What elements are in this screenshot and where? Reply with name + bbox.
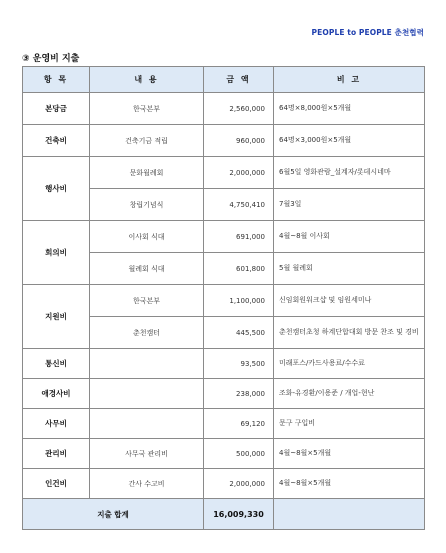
amount-cell: 93,500 bbox=[204, 349, 274, 379]
note-cell: 64명×3,000원×5개월 bbox=[274, 125, 425, 157]
expense-table bbox=[22, 66, 425, 530]
note-cell: 문구 구입비 bbox=[274, 409, 425, 439]
note-cell: 춘천캠터초청 하계단합대회 방문 찬조 및 경비 bbox=[274, 317, 425, 349]
amount-cell: 2,000,000 bbox=[204, 469, 274, 499]
note-cell: 미래포스/카드사용료/수수료 bbox=[274, 349, 425, 379]
amount-cell: 445,500 bbox=[204, 317, 274, 349]
table-row bbox=[23, 439, 425, 469]
table-row bbox=[23, 349, 425, 379]
category-cell: 본당금 bbox=[23, 93, 90, 125]
table-row bbox=[23, 221, 425, 253]
content-cell: 한국본부 bbox=[90, 285, 204, 317]
amount-cell: 1,100,000 bbox=[204, 285, 274, 317]
section-title: ③ 운영비 지출 bbox=[22, 54, 80, 64]
column-header-note: 비 고 bbox=[274, 67, 425, 93]
amount-cell: 4,750,410 bbox=[204, 189, 274, 221]
document-header: PEOPLE to PEOPLE 춘천협력 bbox=[311, 28, 424, 37]
amount-cell: 2,000,000 bbox=[204, 157, 274, 189]
content-cell: 춘천캠터 bbox=[90, 317, 204, 349]
amount-cell: 691,000 bbox=[204, 221, 274, 253]
amount-cell: 69,120 bbox=[204, 409, 274, 439]
content-cell: 월례회 식대 bbox=[90, 253, 204, 285]
note-cell: 신임회원워크샵 및 임원세미나 bbox=[274, 285, 425, 317]
note-cell: 4월~8월 이사회 bbox=[274, 221, 425, 253]
total-amount: 16,009,330 bbox=[204, 499, 274, 530]
table-row bbox=[23, 469, 425, 499]
note-cell: 5월 월례회 bbox=[274, 253, 425, 285]
table-row bbox=[23, 157, 425, 189]
content-cell: 사무국 관리비 bbox=[90, 439, 204, 469]
content-cell bbox=[90, 379, 204, 409]
amount-cell: 601,800 bbox=[204, 253, 274, 285]
content-cell: 이사회 식대 bbox=[90, 221, 204, 253]
content-cell: 문화월례회 bbox=[90, 157, 204, 189]
category-cell: 건축비 bbox=[23, 125, 90, 157]
amount-cell: 2,560,000 bbox=[204, 93, 274, 125]
table-header-row bbox=[23, 67, 425, 93]
table-row bbox=[23, 125, 425, 157]
table-row bbox=[23, 285, 425, 317]
note-cell: 7월3일 bbox=[274, 189, 425, 221]
amount-cell: 238,000 bbox=[204, 379, 274, 409]
category-cell: 회의비 bbox=[23, 221, 90, 285]
content-cell: 간사 수고비 bbox=[90, 469, 204, 499]
content-cell: 건축기금 적립 bbox=[90, 125, 204, 157]
content-cell bbox=[90, 409, 204, 439]
column-header-content: 내 용 bbox=[90, 67, 204, 93]
column-header-item: 항 목 bbox=[23, 67, 90, 93]
category-cell: 행사비 bbox=[23, 157, 90, 221]
note-cell: 64명×8,000원×5개월 bbox=[274, 93, 425, 125]
category-cell: 통신비 bbox=[23, 349, 90, 379]
note-cell: 4월~8월×5개월 bbox=[274, 439, 425, 469]
amount-cell: 500,000 bbox=[204, 439, 274, 469]
amount-cell: 960,000 bbox=[204, 125, 274, 157]
note-cell: 4월~8월×5개월 bbox=[274, 469, 425, 499]
table-row bbox=[23, 379, 425, 409]
category-cell: 애경사비 bbox=[23, 379, 90, 409]
category-cell: 사무비 bbox=[23, 409, 90, 439]
table-row bbox=[23, 409, 425, 439]
column-header-amount: 금 액 bbox=[204, 67, 274, 93]
total-label: 지출 합계 bbox=[23, 499, 204, 530]
content-cell: 한국본부 bbox=[90, 93, 204, 125]
category-cell: 관리비 bbox=[23, 439, 90, 469]
category-cell: 지원비 bbox=[23, 285, 90, 349]
category-cell: 인건비 bbox=[23, 469, 90, 499]
note-cell: 조화-유경환/이용준 / 개업-현난 bbox=[274, 379, 425, 409]
table-row bbox=[23, 93, 425, 125]
content-cell bbox=[90, 349, 204, 379]
total-note bbox=[274, 499, 425, 530]
content-cell: 창립기념식 bbox=[90, 189, 204, 221]
total-row bbox=[23, 499, 425, 530]
note-cell: 6월5일 영화관람_설계자/롯데시네마 bbox=[274, 157, 425, 189]
